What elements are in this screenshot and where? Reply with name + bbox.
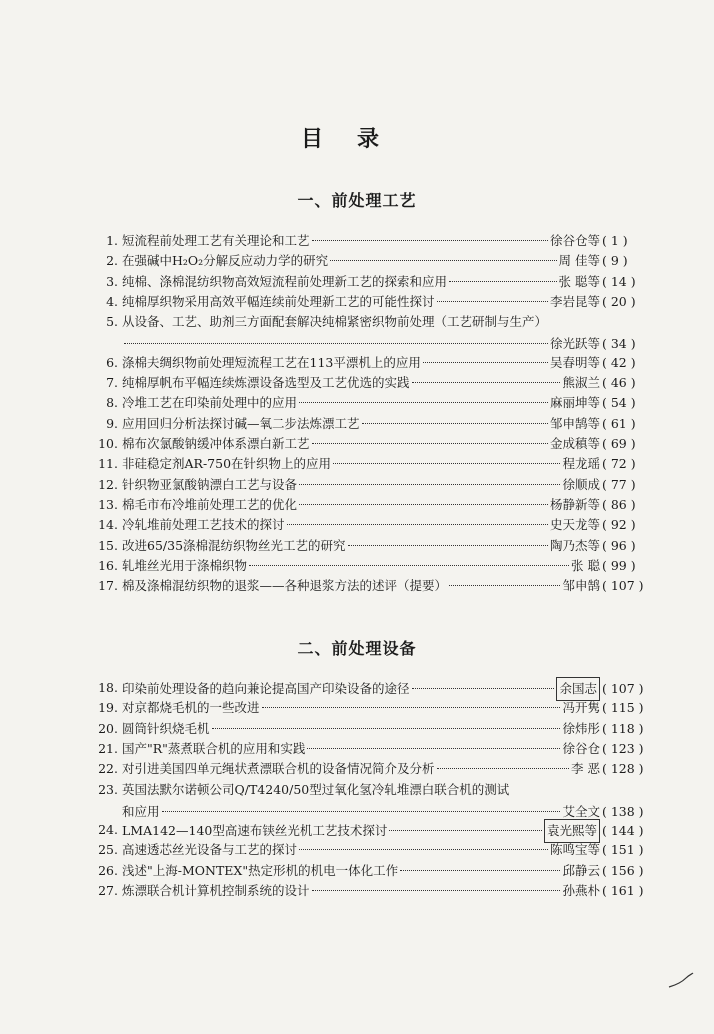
entry-number: 24. [98, 822, 118, 838]
entry-author: 徐谷仓 [562, 740, 600, 756]
entry-author: 张 聪 [571, 557, 600, 573]
entry-author: 史天龙等 [549, 517, 600, 533]
entry-page: ( 151 ) [602, 842, 644, 858]
entry-page: ( 20 ) [602, 293, 636, 309]
entry-author: 麻丽坤等 [549, 395, 600, 411]
entry-author: 李 恶 [571, 761, 600, 777]
entry-page: ( 9 ) [602, 253, 628, 269]
entry-author: 程龙瑶 [562, 456, 600, 472]
entry-page: ( 161 ) [602, 883, 644, 898]
dot-leader [299, 504, 548, 505]
toc-entry[interactable] [92, 392, 664, 414]
toc-entry[interactable] [92, 839, 664, 861]
toc-entry[interactable] [92, 291, 664, 313]
entry-number: 23. [98, 781, 118, 797]
entry-title: 针织物亚氯酸钠漂白工艺与设备 [122, 476, 298, 492]
dot-leader [412, 382, 561, 383]
entry-page: ( 92 ) [602, 517, 636, 533]
entry-author: 张 聪等 [558, 273, 600, 289]
toc-entry[interactable] [92, 677, 664, 699]
entry-title: 棉布次氯酸钠缓冲体系漂白新工艺 [122, 436, 310, 451]
dot-leader [299, 402, 548, 403]
dot-leader [124, 343, 548, 344]
entry-title: 应用回归分析法探讨碱—氧二步法炼漂工艺 [122, 415, 360, 431]
entry-page: ( 107 ) [602, 681, 644, 696]
toc-entry[interactable] [92, 514, 664, 536]
entry-page: ( 96 ) [602, 537, 636, 553]
entry-page: ( 86 ) [602, 496, 636, 512]
toc-entry[interactable] [92, 311, 664, 355]
entry-page: ( 69 ) [602, 436, 636, 451]
entry-title: 对引进美国四单元绳状煮漂联合机的设备情况简介及分析 [122, 761, 435, 777]
entry-author: 李岩昆等 [549, 293, 600, 309]
entry-author: 金成稹等 [549, 436, 600, 451]
entry-number: 11. [98, 456, 118, 472]
dot-leader [307, 748, 560, 749]
toc-entry[interactable] [92, 697, 664, 719]
toc-entry[interactable] [92, 819, 664, 841]
entry-number: 27. [98, 883, 118, 898]
section-heading: 二、前处理设备 [297, 639, 417, 658]
toc-entry[interactable] [92, 453, 664, 475]
dot-leader [412, 688, 555, 689]
dot-leader [299, 849, 548, 850]
entry-author: 熊淑兰 [562, 375, 600, 391]
dot-leader [400, 870, 560, 871]
entry-number: 2. [106, 253, 118, 269]
entry-title: 棉毛市布冷堆前处理工艺的优化 [122, 496, 298, 512]
toc-entry[interactable] [92, 555, 664, 577]
dot-leader [449, 585, 560, 586]
entry-title: 改进65/35涤棉混纺织物丝光工艺的研究 [122, 537, 346, 553]
entry-number: 19. [98, 700, 118, 716]
entry-number: 15. [98, 537, 118, 553]
dot-leader [162, 811, 561, 812]
toc-entry[interactable] [92, 738, 664, 760]
entry-title: 浅述"上海-MONTEX"热定形机的机电一体化工作 [122, 862, 399, 878]
entry-author: 艾全文 [562, 803, 600, 819]
entry-title: 圆筒针织烧毛机 [122, 720, 210, 736]
toc-entry[interactable] [92, 718, 664, 740]
entry-page: ( 123 ) [602, 740, 644, 756]
entry-author: 袁光熙等 [544, 819, 600, 843]
dot-leader [330, 260, 556, 261]
entry-title: 轧堆丝光用于涤棉织物 [122, 557, 248, 573]
toc-entry[interactable] [92, 880, 664, 902]
entry-title: 纯棉、涤棉混纺织物高效短流程前处理新工艺的探索和应用 [122, 273, 448, 289]
toc-entry[interactable] [92, 474, 664, 496]
entry-title-line1: 英国法默尔诺顿公司Q/T4240/50型过氧化氢冷轧堆漂白联合机的测试 [122, 781, 510, 797]
entry-page: ( 99 ) [602, 557, 636, 573]
entry-page: ( 54 ) [602, 395, 636, 411]
entry-title: 非硅稳定剂AR-750在针织物上的应用 [122, 456, 332, 472]
entry-number: 8. [106, 395, 118, 411]
entry-author: 吴春明等 [549, 354, 600, 370]
toc-entry[interactable] [92, 535, 664, 557]
entry-title: 纯棉厚织物采用高效平幅连续前处理新工艺的可能性探讨 [122, 293, 435, 309]
entry-page: ( 77 ) [602, 476, 636, 492]
toc-entry[interactable] [92, 271, 664, 293]
entry-page: ( 144 ) [602, 823, 644, 839]
dot-leader [212, 728, 561, 729]
entry-title-line1: 从设备、工艺、助剂三方面配套解决纯棉紧密织物前处理（工艺研制与生产） [122, 314, 548, 330]
entry-page: ( 107 ) [602, 578, 644, 594]
entry-page: ( 138 ) [602, 803, 644, 819]
entry-author: 邱静云 [562, 862, 600, 878]
entry-title: 炼漂联合机计算机控制系统的设计 [122, 883, 310, 898]
entry-title: 棉及涤棉混纺织物的退浆——各种退浆方法的述评（提要） [122, 578, 448, 594]
entry-author: 余国志 [556, 677, 600, 701]
entry-number: 13. [98, 496, 118, 512]
dot-leader [287, 524, 548, 525]
entry-title: 冷堆工艺在印染前处理中的应用 [122, 395, 298, 411]
entry-number: 9. [106, 415, 118, 431]
entry-page: ( 34 ) [602, 336, 636, 352]
toc-entry[interactable] [92, 575, 664, 597]
entry-author: 冯开隽 [562, 700, 600, 716]
dot-leader [333, 463, 560, 464]
entry-number: 1. [106, 233, 118, 248]
entry-title: 印染前处理设备的趋向兼论提高国产印染设备的途径 [122, 681, 410, 696]
entry-page: ( 128 ) [602, 761, 644, 777]
entry-page: ( 42 ) [602, 354, 636, 370]
entry-title: 涤棉夫绸织物前处理短流程工艺在113平漂机上的应用 [122, 354, 421, 370]
toc-entry[interactable] [92, 230, 664, 252]
dot-leader [362, 423, 548, 424]
entry-title: 高速透芯丝光设备与工艺的探讨 [122, 842, 298, 858]
entry-author: 邹申鹄 [562, 578, 600, 594]
toc-entry[interactable] [92, 758, 664, 780]
entry-number: 17. [98, 578, 118, 594]
entry-page: ( 61 ) [602, 415, 636, 431]
entry-number: 10. [98, 436, 118, 451]
entry-title: 纯棉厚帆布平幅连续炼漂设备选型及工艺优选的实践 [122, 375, 410, 391]
entry-page: ( 1 ) [602, 233, 628, 248]
dot-leader [312, 240, 548, 241]
entry-number: 21. [98, 740, 118, 756]
dot-leader [437, 768, 570, 769]
entry-title: 和应用 [122, 803, 160, 819]
entry-author: 徐谷仓等 [549, 233, 600, 248]
toc-entry[interactable] [92, 413, 664, 435]
pen-mark-icon [668, 972, 694, 990]
toc-entry[interactable] [92, 494, 664, 516]
section-heading: 一、前处理工艺 [297, 191, 417, 210]
entry-number: 5. [106, 314, 118, 330]
dot-leader [312, 890, 561, 891]
entry-number: 16. [98, 557, 118, 573]
entry-page: ( 46 ) [602, 375, 636, 391]
entry-author: 徐顺成 [562, 476, 600, 492]
entry-author: 孙燕朴 [562, 883, 600, 898]
toc-entry[interactable] [92, 372, 664, 394]
entry-author: 杨静新等 [549, 496, 600, 512]
entry-number: 20. [98, 720, 118, 736]
entry-title: LMA142—140型高速布铗丝光机工艺技术探讨 [122, 823, 388, 839]
entry-author: 邹申鹄等 [549, 415, 600, 431]
dot-leader [299, 484, 560, 485]
entry-author: 陈鸣宝等 [549, 842, 600, 858]
toc-entry[interactable] [92, 352, 664, 374]
entry-number: 25. [98, 842, 118, 858]
entry-number: 12. [98, 476, 118, 492]
dot-leader [437, 301, 548, 302]
dot-leader [348, 545, 548, 546]
dot-leader [249, 565, 569, 566]
dot-leader [312, 443, 548, 444]
page-title: 目录 [300, 127, 413, 152]
entry-number: 7. [106, 375, 118, 391]
dot-leader [389, 830, 542, 831]
entry-page: ( 118 ) [602, 720, 644, 736]
entry-author: 徐光跃等 [549, 336, 600, 352]
toc-entry[interactable] [92, 779, 664, 823]
toc-entry[interactable] [92, 433, 664, 455]
entry-number: 26. [98, 862, 118, 878]
dot-leader [262, 707, 561, 708]
toc-entry[interactable] [92, 250, 664, 272]
entry-number: 14. [98, 517, 118, 533]
entry-page: ( 14 ) [602, 273, 636, 289]
entry-author: 周 佳等 [558, 253, 600, 269]
entry-number: 22. [98, 761, 118, 777]
entry-page: ( 156 ) [602, 862, 644, 878]
entry-author: 徐炜彤 [562, 720, 600, 736]
entry-title: 冷轧堆前处理工艺技术的探讨 [122, 517, 285, 533]
entry-page: ( 115 ) [602, 700, 644, 716]
entry-number: 3. [106, 273, 118, 289]
entry-number: 6. [106, 354, 118, 370]
entry-title: 国产"R"蒸煮联合机的应用和实践 [122, 740, 306, 756]
dot-leader [449, 281, 557, 282]
entry-author: 陶乃杰等 [549, 537, 600, 553]
entry-title: 短流程前处理工艺有关理论和工艺 [122, 233, 310, 248]
entry-title: 对京都烧毛机的一些改进 [122, 700, 260, 716]
entry-title: 在强碱中H₂O₂分解反应动力学的研究 [122, 253, 329, 269]
dot-leader [423, 362, 548, 363]
entry-number: 4. [106, 293, 118, 309]
entry-number: 18. [98, 680, 118, 695]
toc-entry[interactable] [92, 860, 664, 882]
entry-page: ( 72 ) [602, 456, 636, 472]
